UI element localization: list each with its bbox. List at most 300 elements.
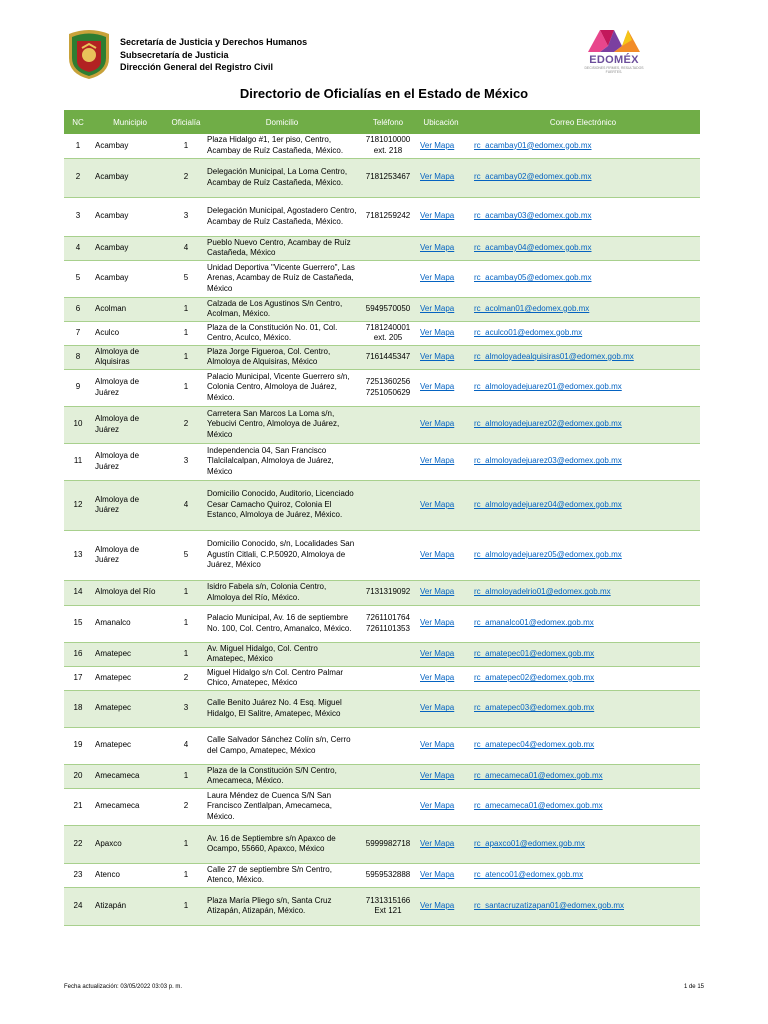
table-row — [64, 406, 700, 443]
email-link[interactable]: rc_apaxco01@edomex.gob.mx — [474, 838, 585, 848]
cell-nc — [64, 297, 92, 321]
cell-nc-text: 6 — [75, 303, 81, 313]
cell-ubicacion — [416, 158, 466, 197]
table-row — [64, 887, 700, 925]
cell-municipio-text: Almoloya de Juárez — [95, 494, 140, 514]
cell-domicilio-text: Plaza Hidalgo #1, 1er piso, Centro, Acambay de Ruíz Castañeda, México. — [207, 135, 344, 155]
cell-nc — [64, 642, 92, 666]
cell-nc-text: 10 — [73, 419, 83, 429]
cell-domicilio-text: Calzada de Los Agustinos S/n Centro, Acolman, México. — [207, 298, 343, 318]
cell-domicilio — [204, 788, 360, 825]
map-link[interactable]: Ver Mapa — [420, 327, 455, 337]
cell-telefono — [360, 887, 416, 925]
cell-nc-text: 22 — [73, 838, 83, 848]
cell-municipio-text: Amecameca — [95, 801, 140, 811]
cell-oficialia — [168, 887, 204, 925]
cell-municipio — [92, 788, 168, 825]
cell-nc — [64, 321, 92, 345]
cell-oficialia-text: 1 — [183, 648, 189, 658]
cell-correo — [466, 788, 700, 825]
cell-domicilio-text: Av. 16 de Septiembre s/n Apaxco de Ocampo, 55660, Apaxco, México — [207, 833, 336, 853]
map-link[interactable]: Ver Mapa — [420, 242, 455, 252]
cell-correo — [466, 666, 700, 690]
cell-domicilio — [204, 642, 360, 666]
cell-oficialia-text: 1 — [183, 382, 189, 392]
cell-municipio — [92, 764, 168, 788]
map-link[interactable]: Ver Mapa — [420, 618, 455, 628]
cell-ubicacion — [416, 443, 466, 480]
table-row — [64, 321, 700, 345]
map-link[interactable]: Ver Mapa — [420, 456, 455, 466]
cell-municipio — [92, 260, 168, 297]
cell-oficialia-text: 1 — [183, 327, 189, 337]
email-link[interactable]: rc_amanalco01@edomex.gob.mx — [474, 618, 594, 628]
cell-domicilio-text: Plaza de la Constitución S/N Centro, Amecameca, México. — [207, 765, 337, 785]
cell-municipio-text: Aculco — [95, 327, 120, 337]
cell-correo — [466, 825, 700, 863]
email-link[interactable]: rc_acambay05@edomex.gob.mx — [474, 273, 592, 283]
table-row — [64, 369, 700, 406]
email-link[interactable]: rc_amecameca01@edomex.gob.mx — [474, 801, 603, 811]
cell-ubicacion — [416, 260, 466, 297]
cell-nc — [64, 788, 92, 825]
table-row — [64, 666, 700, 690]
table-row — [64, 134, 700, 158]
cell-municipio — [92, 642, 168, 666]
cell-domicilio-text: Miguel Hidalgo s/n Col. Centro Palmar Chico, Amatepec, México — [207, 667, 344, 687]
cell-telefono-text: 7131319092 — [365, 587, 411, 597]
cell-nc-text: 7 — [75, 327, 81, 337]
document-title: Directorio de Oficialías en el Estado de México — [239, 86, 529, 101]
table-row — [64, 443, 700, 480]
header-domicilio: Domicilio — [204, 110, 360, 134]
cell-correo — [466, 134, 700, 158]
cell-ubicacion — [416, 863, 466, 887]
cell-telefono-text: 5999982718 — [365, 838, 411, 848]
cell-oficialia — [168, 345, 204, 369]
cell-nc — [64, 480, 92, 530]
cell-domicilio — [204, 297, 360, 321]
email-link[interactable]: rc_amecameca01@edomex.gob.mx — [474, 770, 603, 780]
cell-ubicacion — [416, 764, 466, 788]
cell-nc-text: 17 — [73, 672, 83, 682]
table-row — [64, 825, 700, 863]
cell-oficialia — [168, 197, 204, 236]
cell-oficialia-text: 1 — [183, 838, 189, 848]
map-link[interactable]: Ver Mapa — [420, 869, 455, 879]
cell-domicilio — [204, 764, 360, 788]
cell-municipio-text: Atizapán — [95, 900, 127, 910]
cell-municipio-text: Almoloya de Juárez — [95, 451, 140, 471]
cell-domicilio — [204, 887, 360, 925]
map-link[interactable]: Ver Mapa — [420, 419, 455, 429]
cell-oficialia — [168, 480, 204, 530]
cell-domicilio-text: Calle 27 de septiembre S/n Centro, Atenco, México. — [207, 864, 332, 884]
map-link[interactable]: Ver Mapa — [420, 549, 455, 559]
cell-oficialia-text: 1 — [183, 900, 189, 910]
cell-municipio — [92, 863, 168, 887]
cell-domicilio-text: Plaza María Pliego s/n, Santa Cruz Atizapán, Atizapán, México. — [207, 895, 332, 915]
cell-nc — [64, 887, 92, 925]
email-link[interactable]: rc_almoloyadejuarez04@edomex.gob.mx — [474, 499, 622, 509]
email-link[interactable]: rc_acambay02@edomex.gob.mx — [474, 172, 592, 182]
cell-municipio — [92, 369, 168, 406]
cell-telefono — [360, 825, 416, 863]
cell-oficialia — [168, 134, 204, 158]
cell-correo — [466, 863, 700, 887]
map-link[interactable]: Ver Mapa — [420, 211, 455, 221]
cell-domicilio-text: Calle Salvador Sánchez Colín s/n, Cerro del Campo, Amatepec, México — [207, 735, 351, 755]
table-row — [64, 345, 700, 369]
cell-municipio-text: Acambay — [95, 140, 129, 150]
cell-municipio — [92, 236, 168, 260]
cell-municipio — [92, 727, 168, 764]
cell-nc-text: 19 — [73, 740, 83, 750]
cell-municipio — [92, 580, 168, 605]
cell-municipio-text: Amatepec — [95, 672, 132, 682]
cell-domicilio-text: Unidad Deportiva "Vicente Guerrero", Las Arenas, Acambay de Ruíz de Castañeda, México — [207, 262, 355, 293]
cell-telefono-text: 7181253467 — [365, 172, 411, 182]
cell-telefono — [360, 690, 416, 727]
table-row — [64, 480, 700, 530]
cell-municipio — [92, 134, 168, 158]
cell-municipio — [92, 690, 168, 727]
cell-municipio — [92, 406, 168, 443]
cell-domicilio-text: Domicilio Conocido, Auditorio, Licenciado Cesar Camacho Quiroz, Colonia El Estanco, Almoloya de Juárez, México. — [207, 489, 354, 520]
cell-municipio-text: Amanalco — [95, 618, 131, 628]
cell-correo — [466, 727, 700, 764]
cell-nc — [64, 580, 92, 605]
header-line-3: Dirección General del Registro Civil — [120, 62, 274, 72]
cell-domicilio — [204, 321, 360, 345]
cell-domicilio — [204, 158, 360, 197]
cell-ubicacion — [416, 236, 466, 260]
cell-domicilio — [204, 605, 360, 642]
map-link[interactable]: Ver Mapa — [420, 499, 455, 509]
cell-correo — [466, 480, 700, 530]
cell-oficialia — [168, 530, 204, 580]
cell-telefono — [360, 580, 416, 605]
cell-ubicacion — [416, 297, 466, 321]
cell-nc — [64, 605, 92, 642]
cell-nc-text: 2 — [75, 172, 81, 182]
cell-municipio-text: Apaxco — [95, 838, 122, 848]
cell-municipio — [92, 158, 168, 197]
cell-oficialia — [168, 727, 204, 764]
cell-correo — [466, 605, 700, 642]
cell-oficialia-text: 2 — [183, 672, 189, 682]
email-link[interactable]: rc_almoloyadelrio01@edomex.gob.mx — [474, 587, 611, 597]
header-telefono: Teléfono — [360, 110, 416, 134]
cell-telefono-text: 5949570050 — [365, 303, 411, 313]
header-line-2: Subsecretaría de Justicia — [120, 49, 229, 60]
email-link[interactable]: rc_acambay03@edomex.gob.mx — [474, 211, 592, 221]
cell-oficialia-text: 3 — [183, 211, 189, 221]
cell-oficialia-text: 1 — [183, 303, 189, 313]
cell-telefono — [360, 406, 416, 443]
cell-nc — [64, 345, 92, 369]
cell-ubicacion — [416, 345, 466, 369]
cell-oficialia — [168, 236, 204, 260]
cell-correo — [466, 345, 700, 369]
cell-ubicacion — [416, 825, 466, 863]
cell-nc-text: 4 — [75, 242, 81, 252]
cell-oficialia — [168, 642, 204, 666]
map-link[interactable]: Ver Mapa — [420, 900, 455, 910]
cell-nc-text: 1 — [75, 140, 81, 150]
map-link[interactable]: Ver Mapa — [420, 838, 455, 848]
email-link[interactable]: rc_acambay04@edomex.gob.mx — [474, 242, 592, 252]
cell-domicilio — [204, 863, 360, 887]
cell-municipio — [92, 345, 168, 369]
cell-nc — [64, 369, 92, 406]
cell-telefono — [360, 788, 416, 825]
cell-telefono — [360, 863, 416, 887]
table-row — [64, 788, 700, 825]
table-row — [64, 297, 700, 321]
cell-domicilio-text: Independencia 04, San Francisco Tlalcilalcalpan, Almoloya de Juárez, México — [207, 445, 334, 476]
cell-oficialia — [168, 863, 204, 887]
cell-correo — [466, 690, 700, 727]
cell-nc-text: 16 — [73, 648, 83, 658]
cell-nc-text: 21 — [73, 801, 83, 811]
cell-telefono-text: 7181240001 ext. 205 — [365, 322, 411, 342]
cell-municipio — [92, 887, 168, 925]
email-link[interactable]: rc_almoloyadejuarez02@edomex.gob.mx — [474, 419, 622, 429]
cell-domicilio-text: Domicilio Conocido, s/n, Localidades San Agustín Citlali, C.P.50920, Almoloya de Juárez, México — [207, 539, 355, 570]
email-link[interactable]: rc_amatepec03@edomex.gob.mx — [474, 703, 595, 713]
email-link[interactable]: rc_atenco01@edomex.gob.mx — [474, 869, 584, 879]
cell-telefono — [360, 642, 416, 666]
cell-telefono — [360, 530, 416, 580]
cell-domicilio-text: Delegación Municipal, La Loma Centro, Acambay de Ruíz Castañeda, México. — [207, 167, 348, 187]
cell-oficialia-text: 1 — [183, 140, 189, 150]
email-link[interactable]: rc_amatepec04@edomex.gob.mx — [474, 740, 595, 750]
cell-oficialia-text: 1 — [183, 587, 189, 597]
cell-telefono — [360, 369, 416, 406]
cell-nc-text: 20 — [73, 770, 83, 780]
cell-nc-text: 8 — [75, 351, 81, 361]
map-link[interactable]: Ver Mapa — [420, 140, 455, 150]
cell-oficialia-text: 4 — [183, 242, 189, 252]
cell-oficialia-text: 1 — [183, 770, 189, 780]
cell-telefono — [360, 480, 416, 530]
cell-ubicacion — [416, 369, 466, 406]
cell-municipio — [92, 605, 168, 642]
cell-domicilio — [204, 406, 360, 443]
cell-nc-text: 11 — [73, 456, 83, 466]
map-link[interactable]: Ver Mapa — [420, 382, 455, 392]
cell-telefono — [360, 605, 416, 642]
cell-nc — [64, 690, 92, 727]
cell-nc-text: 5 — [75, 273, 81, 283]
cell-ubicacion — [416, 788, 466, 825]
cell-nc — [64, 666, 92, 690]
table-row — [64, 158, 700, 197]
email-link[interactable]: rc_almoloyadealquisiras01@edomex.gob.mx — [474, 351, 634, 361]
cell-ubicacion — [416, 530, 466, 580]
cell-oficialia — [168, 690, 204, 727]
email-link[interactable]: rc_amatepec02@edomex.gob.mx — [474, 672, 595, 682]
map-link[interactable]: Ver Mapa — [420, 740, 455, 750]
cell-municipio-text: Amatepec — [95, 648, 132, 658]
cell-correo — [466, 197, 700, 236]
cell-telefono-text: 7161445347 — [365, 351, 411, 361]
cell-municipio-text: Acambay — [95, 172, 129, 182]
cell-nc — [64, 727, 92, 764]
cell-telefono — [360, 345, 416, 369]
email-link[interactable]: rc_amatepec01@edomex.gob.mx — [474, 648, 595, 658]
cell-municipio-text: Amatepec — [95, 703, 132, 713]
cell-domicilio-text: Av. Miguel Hidalgo, Col. Centro Amatepec, México — [207, 643, 318, 663]
cell-nc-text: 24 — [73, 900, 83, 910]
cell-correo — [466, 530, 700, 580]
directory-table — [64, 110, 700, 926]
cell-nc — [64, 197, 92, 236]
cell-nc — [64, 158, 92, 197]
edomex-logo-tagline: DECISIONES FIRMES, RESULTADOS FUERTES. — [584, 66, 644, 74]
cell-correo — [466, 580, 700, 605]
cell-ubicacion — [416, 887, 466, 925]
cell-domicilio-text: Delegación Municipal, Agostadero Centro, Acambay de Ruíz Castañeda, México. — [207, 206, 357, 226]
cell-oficialia-text: 3 — [183, 456, 189, 466]
cell-oficialia — [168, 764, 204, 788]
footer-page-number: 1 de 15 — [683, 984, 704, 990]
cell-correo — [466, 260, 700, 297]
cell-domicilio — [204, 260, 360, 297]
cell-domicilio-text: Carretera San Marcos La Loma s/n, Yebucivi Centro, Almoloya de Juárez, México — [207, 408, 340, 439]
cell-municipio — [92, 480, 168, 530]
table-header-row — [64, 110, 700, 134]
map-link[interactable]: Ver Mapa — [420, 303, 455, 313]
email-link[interactable]: rc_aculco01@edomex.gob.mx — [474, 327, 583, 337]
cell-municipio-text: Acolman — [95, 303, 127, 313]
cell-ubicacion — [416, 666, 466, 690]
cell-telefono-text: 7261101764 7261101353 — [366, 613, 410, 633]
email-link[interactable]: rc_almoloyadejuarez01@edomex.gob.mx — [474, 382, 622, 392]
cell-domicilio-text: Calle Benito Juárez No. 4 Esq. Miguel Hidalgo, El Salitre, Amatepec, México — [207, 698, 342, 718]
cell-oficialia-text: 4 — [183, 499, 189, 509]
cell-ubicacion — [416, 642, 466, 666]
cell-domicilio-text: Palacio Municipal, Av. 16 de septiembre No. 100, Col. Centro, Amanalco, México. — [207, 613, 352, 633]
cell-oficialia-text: 5 — [183, 549, 189, 559]
cell-ubicacion — [416, 690, 466, 727]
cell-ubicacion — [416, 480, 466, 530]
cell-oficialia-text: 1 — [183, 351, 189, 361]
cell-ubicacion — [416, 134, 466, 158]
cell-domicilio-text: Laura Méndez de Cuenca S/N San Francisco Zentlalpan, Amecameca, México. — [207, 790, 332, 821]
cell-domicilio — [204, 825, 360, 863]
footer-updated: Fecha actualización: 03/05/2022 03:03 p. m. — [64, 984, 183, 990]
cell-nc — [64, 260, 92, 297]
cell-telefono — [360, 764, 416, 788]
cell-municipio-text: Almoloya de Juárez — [95, 377, 140, 397]
cell-oficialia-text: 2 — [183, 419, 189, 429]
header-correo: Correo Electrónico — [466, 110, 700, 134]
cell-correo — [466, 369, 700, 406]
cell-municipio-text: Amecameca — [95, 770, 140, 780]
cell-municipio — [92, 197, 168, 236]
header-line-1: Secretaría de Justicia y Derechos Humanos — [120, 37, 308, 47]
cell-telefono — [360, 260, 416, 297]
cell-ubicacion — [416, 197, 466, 236]
cell-municipio — [92, 297, 168, 321]
cell-domicilio — [204, 480, 360, 530]
edomex-logo-text: EDOMÉX — [589, 54, 639, 66]
cell-domicilio — [204, 134, 360, 158]
email-link[interactable]: rc_almoloyadejuarez03@edomex.gob.mx — [474, 456, 622, 466]
table-row — [64, 642, 700, 666]
cell-oficialia — [168, 605, 204, 642]
cell-telefono — [360, 321, 416, 345]
cell-ubicacion — [416, 580, 466, 605]
cell-nc — [64, 134, 92, 158]
header-ubicacion: Ubicación — [416, 110, 466, 134]
cell-nc-text: 14 — [73, 587, 83, 597]
cell-municipio-text: Almoloya del Río — [95, 587, 156, 597]
cell-correo — [466, 236, 700, 260]
map-link[interactable]: Ver Mapa — [420, 172, 455, 182]
cell-municipio — [92, 321, 168, 345]
map-link[interactable]: Ver Mapa — [420, 648, 455, 658]
cell-oficialia — [168, 297, 204, 321]
cell-oficialia-text: 2 — [183, 801, 189, 811]
cell-domicilio — [204, 197, 360, 236]
cell-domicilio — [204, 530, 360, 580]
table-row — [64, 197, 700, 236]
map-link[interactable]: Ver Mapa — [420, 801, 455, 811]
cell-nc-text: 9 — [75, 382, 81, 392]
email-link[interactable]: rc_santacruzatizapan01@edomex.gob.mx — [474, 900, 624, 910]
email-link[interactable]: rc_almoloyadejuarez05@edomex.gob.mx — [474, 549, 622, 559]
map-link[interactable]: Ver Mapa — [420, 672, 455, 682]
email-link[interactable]: rc_acambay01@edomex.gob.mx — [474, 140, 592, 150]
cell-telefono — [360, 197, 416, 236]
cell-telefono-text: 7181259242 — [365, 211, 411, 221]
cell-telefono — [360, 236, 416, 260]
map-link[interactable]: Ver Mapa — [420, 273, 455, 283]
cell-nc-text: 12 — [73, 499, 83, 509]
cell-domicilio — [204, 580, 360, 605]
cell-nc — [64, 863, 92, 887]
cell-domicilio — [204, 236, 360, 260]
map-link[interactable]: Ver Mapa — [420, 351, 455, 361]
header-nc: NC — [64, 110, 92, 134]
cell-nc — [64, 236, 92, 260]
cell-telefono-text: 7131315166 Ext 121 — [365, 895, 411, 915]
cell-municipio — [92, 443, 168, 480]
table-row — [64, 863, 700, 887]
cell-domicilio — [204, 666, 360, 690]
cell-nc — [64, 530, 92, 580]
cell-municipio-text: Atenco — [95, 869, 120, 879]
cell-oficialia — [168, 158, 204, 197]
map-link[interactable]: Ver Mapa — [420, 587, 455, 597]
header-municipio: Municipio — [92, 110, 168, 134]
cell-correo — [466, 887, 700, 925]
map-link[interactable]: Ver Mapa — [420, 703, 455, 713]
table-body — [64, 134, 700, 925]
cell-oficialia — [168, 825, 204, 863]
email-link[interactable]: rc_acolman01@edomex.gob.mx — [474, 303, 590, 313]
map-link[interactable]: Ver Mapa — [420, 770, 455, 780]
cell-correo — [466, 297, 700, 321]
cell-ubicacion — [416, 727, 466, 764]
cell-oficialia — [168, 321, 204, 345]
table-row — [64, 690, 700, 727]
cell-oficialia-text: 4 — [183, 740, 189, 750]
cell-correo — [466, 443, 700, 480]
